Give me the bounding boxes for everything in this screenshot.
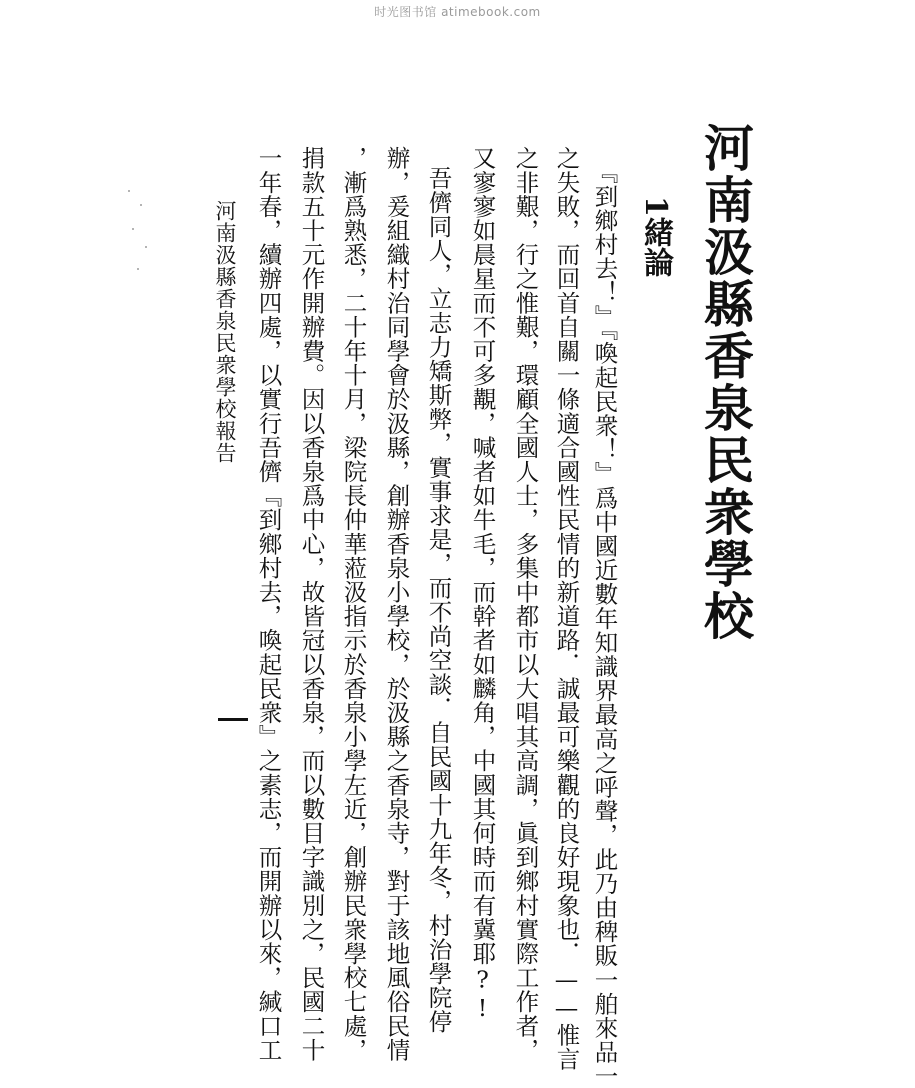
section-title: 緒論	[638, 216, 673, 277]
running-head: 河南汲縣香泉民衆學校報告	[213, 200, 237, 464]
body-line-2: 之失敗，而回首自關一條適合國性民情的新道路．誠最可樂觀的良好現象也．——惟言	[552, 146, 581, 1071]
body-line-4: 又寥寥如晨星而不可多覯，喊者如牛毛，而幹者如麟角，中國其何時而有冀耶?!	[468, 146, 497, 1023]
page-number	[218, 718, 248, 721]
body-line-3: 之非艱，行之惟艱，環顧全國人士，多集中都市以大唱其高調，眞到鄉村實際工作者，	[511, 146, 540, 1062]
body-line-6: 辦，爰組織村治同學會於汲縣，創辦香泉小學校，於汲縣之香泉寺，對于該地風俗民情	[382, 146, 411, 1062]
page-title: 河南汲縣香泉民衆學校	[696, 122, 755, 642]
section-heading	[638, 196, 673, 277]
body-line-1: 『到鄉村去！』『喚起民衆！』爲中國近數年知識界最高之呼聲，此乃由稗販一舶來品一	[590, 160, 619, 1088]
scan-speck	[145, 246, 147, 248]
site-watermark: 时光图书馆 atimebook.com	[374, 5, 541, 19]
body-line-8: 捐款五十元作開辦費。因以香泉爲中心，故皆冠以香泉，而以數目字識別之，民國二十	[297, 146, 326, 1062]
section-number: 1	[638, 196, 673, 217]
page-number-text	[218, 718, 219, 719]
scan-speck	[140, 204, 142, 206]
scan-speck	[128, 190, 130, 192]
body-line-9: 一年春，續辦四處，以實行吾儕『到鄉村去，喚起民衆』之素志，而開辦以來，緘口工	[254, 146, 283, 1062]
body-line-7: ，漸爲熟悉，二十年十月，梁院長仲華蒞汲指示於香泉小學左近，創辦民衆學校七處，	[339, 146, 368, 1062]
scan-speck	[137, 268, 139, 270]
scan-speck	[132, 228, 134, 230]
body-line-5: 吾儕同人，立志力矯斯弊，實事求是，而不尚空談．自民國十九年冬，村治學院停	[424, 166, 453, 1034]
